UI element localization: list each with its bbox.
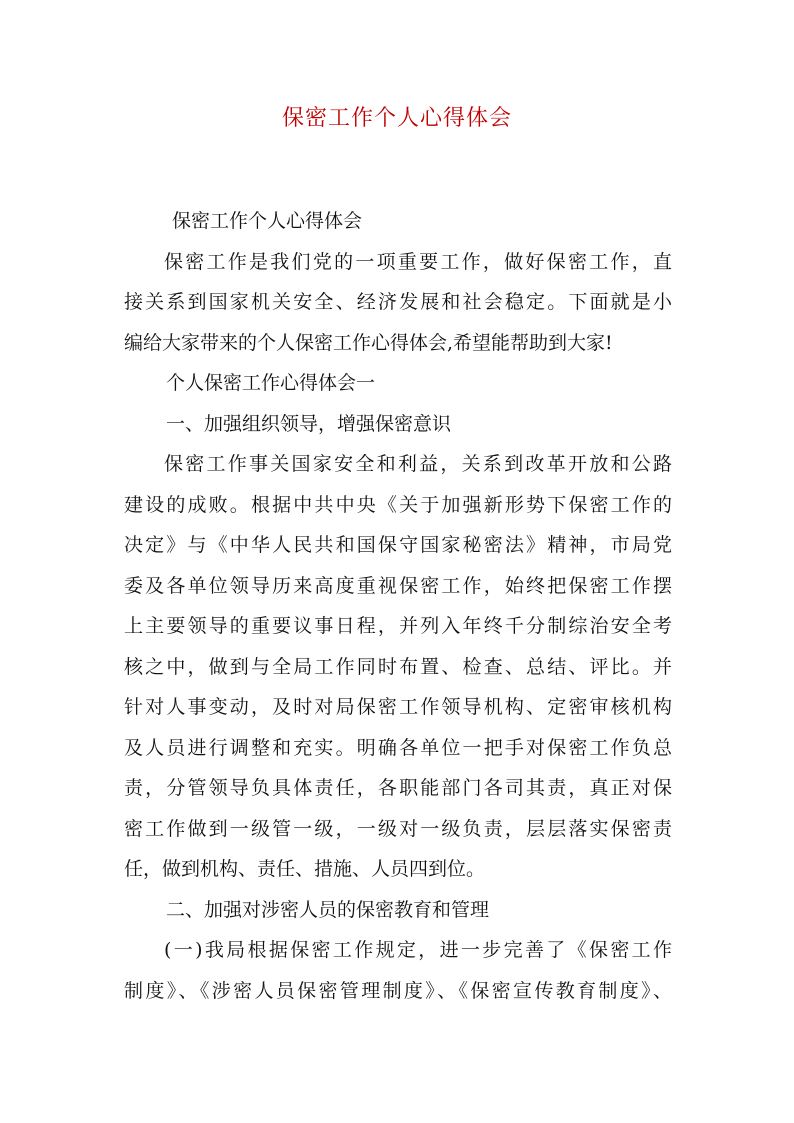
text-line: 决定》与《中华人民共和国保守国家秘密法》精神，市局党 [124, 534, 672, 556]
heading-1: 一、加强组织领导，增强保密意识 [166, 412, 452, 435]
text-line: 编给大家带来的个人保密工作心得体会,希望能帮助到大家! [124, 331, 613, 354]
text-line: 责，分管领导负具体责任，各职能部门各司其责，真正对保 [124, 777, 672, 799]
section-title: 个人保密工作心得体会一 [166, 372, 376, 394]
document-subtitle: 保密工作个人心得体会 [172, 210, 363, 232]
text-line: 制度》、《涉密人员保密管理制度》、《保密宣传教育制度》、 [124, 979, 672, 1002]
text-line: 密工作做到一级管一级，一级对一级负责，层层落实保密责 [124, 817, 672, 840]
text-line: 保密工作事关国家安全和利益，关系到改革开放和公路 [164, 453, 672, 475]
text-line: 接关系到国家机关安全、经济发展和社会稳定。下面就是小 [124, 291, 672, 313]
text-line: (一)我局根据保密工作规定，进一步完善了《保密工作 [164, 939, 672, 961]
paragraph-1 [124, 444, 672, 890]
intro-paragraph [124, 242, 672, 364]
text-line: 任，做到机构、责任、措施、人员四到位。 [124, 858, 486, 880]
document-title: 保密工作个人心得体会 [281, 106, 512, 131]
text-line: 上主要领导的重要议事日程，并列入年终千分制综治安全考 [124, 615, 672, 637]
text-line: 及人员进行调整和充实。明确各单位一把手对保密工作负总 [124, 736, 672, 759]
text-line: 委及各单位领导历来高度重视保密工作，始终把保密工作摆 [124, 574, 672, 597]
heading-2: 二、加强对涉密人员的保密教育和管理 [166, 898, 490, 921]
text-line: 建设的成败。根据中共中央《关于加强新形势下保密工作的 [124, 493, 672, 516]
text-line: 保密工作是我们党的一项重要工作，做好保密工作，直 [164, 250, 672, 273]
text-line: 核之中，做到与全局工作同时布置、检查、总结、评比。并 [124, 655, 672, 678]
document-body [124, 201, 672, 1011]
text-line: 针对人事变动，及时对局保密工作领导机构、定密审核机构 [124, 696, 672, 718]
paragraph-2 [124, 930, 672, 1011]
